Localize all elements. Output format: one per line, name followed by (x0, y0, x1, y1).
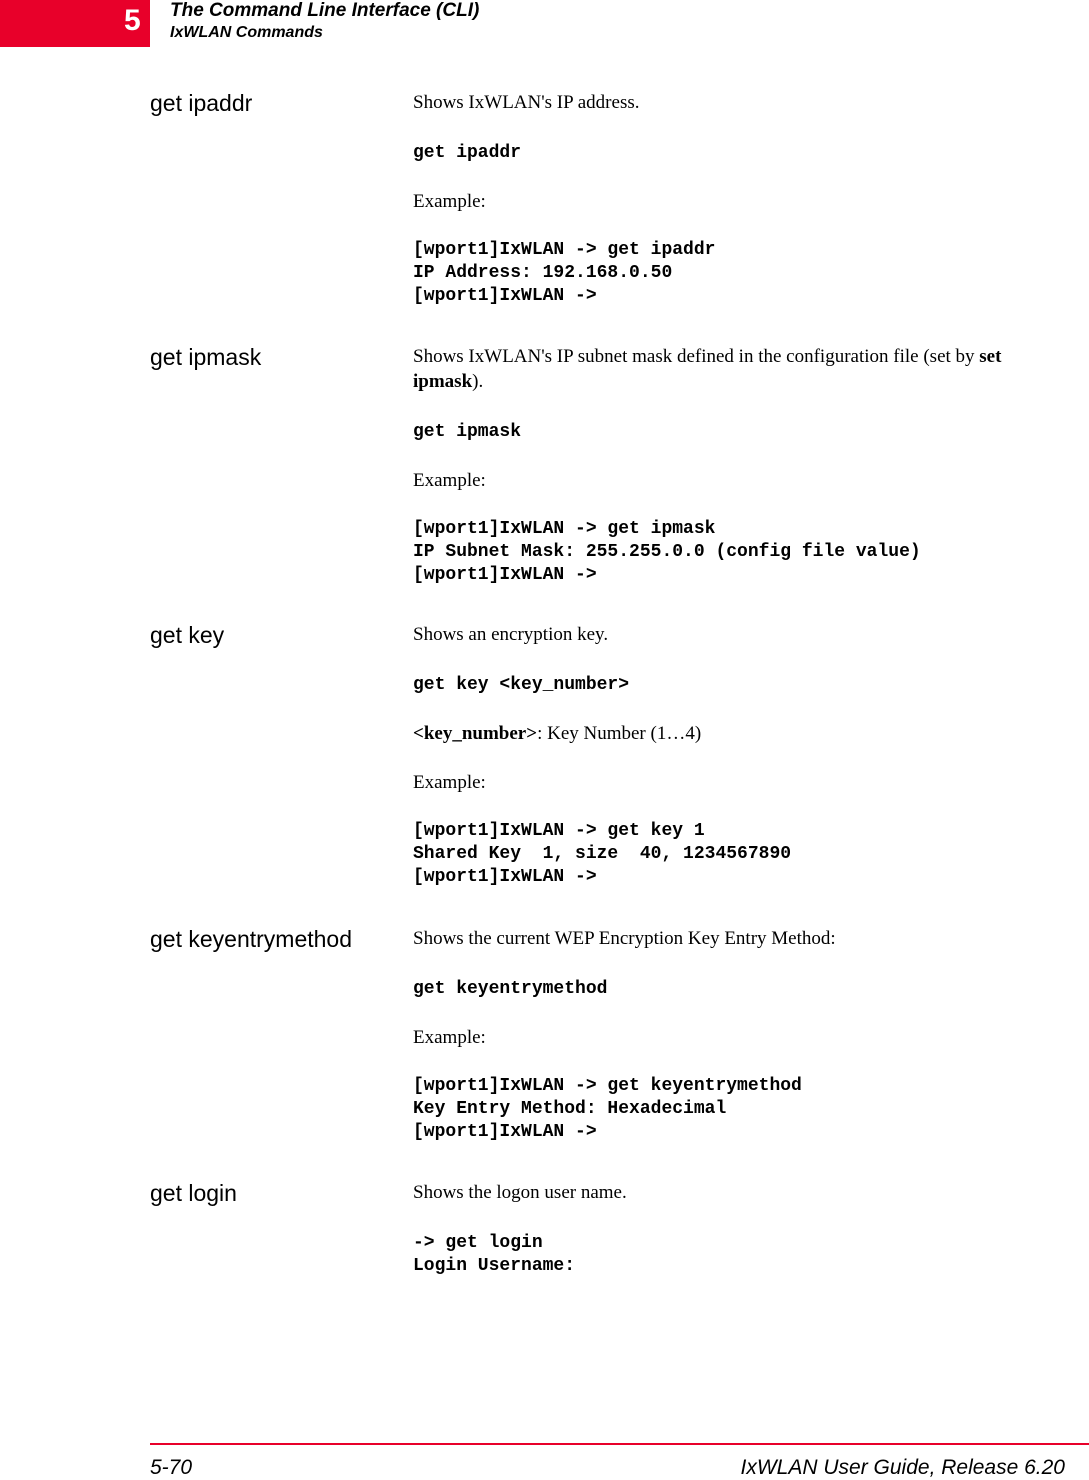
command-syntax: get ipmask (413, 422, 522, 442)
description-bold-command: set ipmask (413, 346, 1002, 392)
page-number: 5-70 (150, 1456, 193, 1479)
chapter-number: 5 (124, 4, 141, 37)
document-title: IxWLAN User Guide, Release 6.20 (740, 1456, 1065, 1479)
example-code: [wport1]IxWLAN -> get key 1 Shared Key 1, size 40, 1234567890 [wport1]IxWLAN -> (413, 821, 792, 887)
command-description (413, 344, 1073, 394)
example-label: Example: (413, 470, 486, 491)
example-label: Example: (413, 772, 486, 793)
example-code: -> get login Login Username: (413, 1233, 576, 1276)
command-description: Shows the logon user name. (413, 1182, 627, 1203)
description-text: Shows IxWLAN's IP subnet mask defined in the configuration file (set by (413, 346, 980, 367)
example-code: [wport1]IxWLAN -> get ipmask IP Subnet Mask: 255.255.0.0 (config file value) [wport1]IxWLAN -> (413, 519, 921, 585)
command-name: get keyentrymethod (150, 926, 353, 952)
parameter-description (413, 721, 1073, 746)
command-name: get login (150, 1180, 237, 1206)
command-description: Shows the current WEP Encryption Key Entry Method: (413, 928, 836, 949)
example-label: Example: (413, 191, 486, 212)
command-name: get ipmask (150, 344, 262, 370)
example-code: [wport1]IxWLAN -> get ipaddr IP Address: 192.168.0.50 [wport1]IxWLAN -> (413, 240, 716, 306)
command-name: get ipaddr (150, 90, 253, 116)
header-subtitle: IxWLAN Commands (170, 24, 323, 41)
header-title: The Command Line Interface (CLI) (170, 0, 480, 21)
command-description: Shows an encryption key. (413, 624, 609, 645)
description-text-end: ). (472, 371, 484, 392)
example-label: Example: (413, 1027, 486, 1048)
parameter-text: : Key Number (1…4) (537, 723, 702, 744)
command-name: get key (150, 622, 225, 648)
command-syntax: get key <key_number> (413, 675, 630, 695)
footer-divider (150, 1443, 1089, 1445)
command-syntax: get keyentrymethod (413, 979, 608, 999)
parameter-name: <key_number> (413, 723, 538, 744)
example-code: [wport1]IxWLAN -> get keyentrymethod Key Entry Method: Hexadecimal [wport1]IxWLAN -> (413, 1076, 802, 1142)
command-syntax: get ipaddr (413, 143, 522, 163)
command-description: Shows IxWLAN's IP address. (413, 92, 640, 113)
